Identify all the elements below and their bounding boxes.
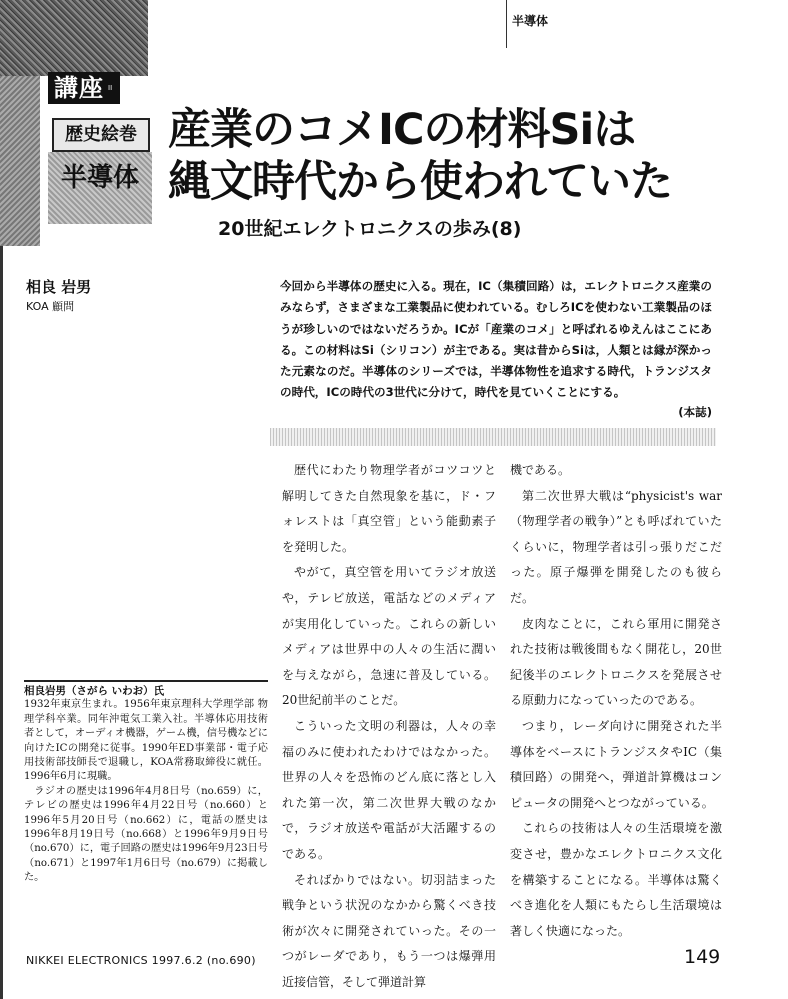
decorative-band-side — [0, 76, 40, 246]
lead-credit: (本誌) — [678, 405, 712, 419]
bio-note: ラジオの歴史は1996年4月8日号（no.659）に，テレビの歴史は1996年4月22日号（no.660）と1996年5月20日号（no.662）に，電話の歴史は1996年8月19日号（no.668）と1996年9月9日号（no.670）に，電子回路の歴史は1996年9月23日号（no.671）と1997年1月6日号（no.679）に掲載した。 — [24, 785, 268, 884]
section-label: 半導体 — [512, 14, 549, 28]
body-paragraph: そればかりではない。切羽詰まった戦争という状況のなかから驚くべき技術が次々に開発されていった。その一つがレーダであり，もう一つは爆弾用近接信管，そして弾道計算 — [282, 872, 496, 989]
bio-text: 1932年東京生まれ。1956年東京理科大学理学部 物理学科卒業。同年沖電気工業入社。半導体応用技術者として，オーディオ機器，ゲーム機，信号機などに向けたICの開発に従事。1990年ED事業部・電子応用技術部技師長で退職し，KOA常務取締役に就任。1996年6月に現職。 — [24, 699, 268, 783]
series-badge-bottom: 半導体 — [48, 152, 152, 224]
body-paragraph: 第二次世界大戦は“physicist's war（物理学者の戦争）”とも呼ばれていたくらいに，物理学者は引っ張りだこだった。原子爆弾を開発したのも彼らだ。 — [510, 488, 722, 605]
article-title-line1: 産業のコメICの材料Siは — [168, 105, 636, 155]
page-number: 149 — [684, 946, 721, 968]
lead-paragraph: 今回から半導体の歴史に入る。現在，IC（集積回路）は，エレクトロニクス産業のみならず，さまざまな工業製品に使われている。むしろICを使わない工業製品のほうが珍しいのではないだろうか。ICが「産業のコメ」と呼ばれるゆえんはここにある。この材料はSi（シリコン）が主である。実は昔からSiは，人類とは縁が深かった元素なのだ。半導体のシリーズでは，半導体物性を追求する時代，トランジスタの時代，ICの時代の3世代に分けて，時代を見ていくことにする。 — [280, 279, 712, 400]
author-name: 相良 岩男 — [26, 278, 92, 296]
body-continuation: 機である。 — [510, 463, 571, 477]
body-paragraph: つまり，レーダ向けに開発された半導体をベースにトランジスタやIC（集積回路）の開発へ，弾道計算機はコンピュータの開発へとつながっている。 — [510, 718, 722, 810]
body-paragraph: これらの技術は人々の生活環境を激変させ，豊かなエレクトロニクス文化を構築することになる。半導体は驚くべき進化を人類にもたらし生活環境は著しく快適になった。 — [510, 821, 722, 938]
article-subtitle: 20世紀エレクトロニクスの歩み(8) — [218, 218, 522, 240]
body-column-1 — [282, 458, 496, 995]
author-bio — [24, 684, 268, 886]
series-badge-top: 歴史絵巻 — [52, 118, 150, 152]
series-tag: 講座 — [48, 72, 120, 104]
header-rule — [506, 0, 507, 48]
body-column-2 — [510, 458, 722, 944]
footer-journal: NIKKEI ELECTRONICS 1997.6.2 (no.690) — [26, 954, 256, 967]
series-tag-small: II — [108, 84, 113, 92]
body-paragraph: こういった文明の利器は，人々の幸福のみに使われたわけではなかった。世界の人々を恐怖のどん底に落とし入れた第一次，第二次世界大戦のなかで，ラジオ放送や電話が大活躍するのである。 — [282, 718, 496, 861]
article-title-line2: 縄文時代から使われていた — [168, 157, 672, 207]
bio-rule — [24, 680, 268, 682]
author-affiliation: KOA 顧問 — [26, 300, 75, 313]
bio-heading: 相良岩男（さがら いわお）氏 — [24, 685, 165, 697]
body-paragraph: やがて，真空管を用いてラジオ放送や，テレビ放送，電話などのメディアが実用化していった。これらの新しいメディアは世界中の人々の生活に潤いを与えながら，急速に普及している。20世紀前半のことだ。 — [282, 565, 496, 708]
body-paragraph: 皮肉なことに，これら軍用に開発された技術は戦後間もなく開花し，20世紀後半のエレクトロニクスを発展させる原動力になっていったのである。 — [510, 616, 722, 708]
halftone-divider — [270, 428, 716, 446]
decorative-band — [0, 0, 148, 76]
body-paragraph: 歴代にわたり物理学者がコツコツと解明してきた自然現象を基に，ド・フォレストは「真空管」という能動素子を発明した。 — [282, 463, 496, 554]
